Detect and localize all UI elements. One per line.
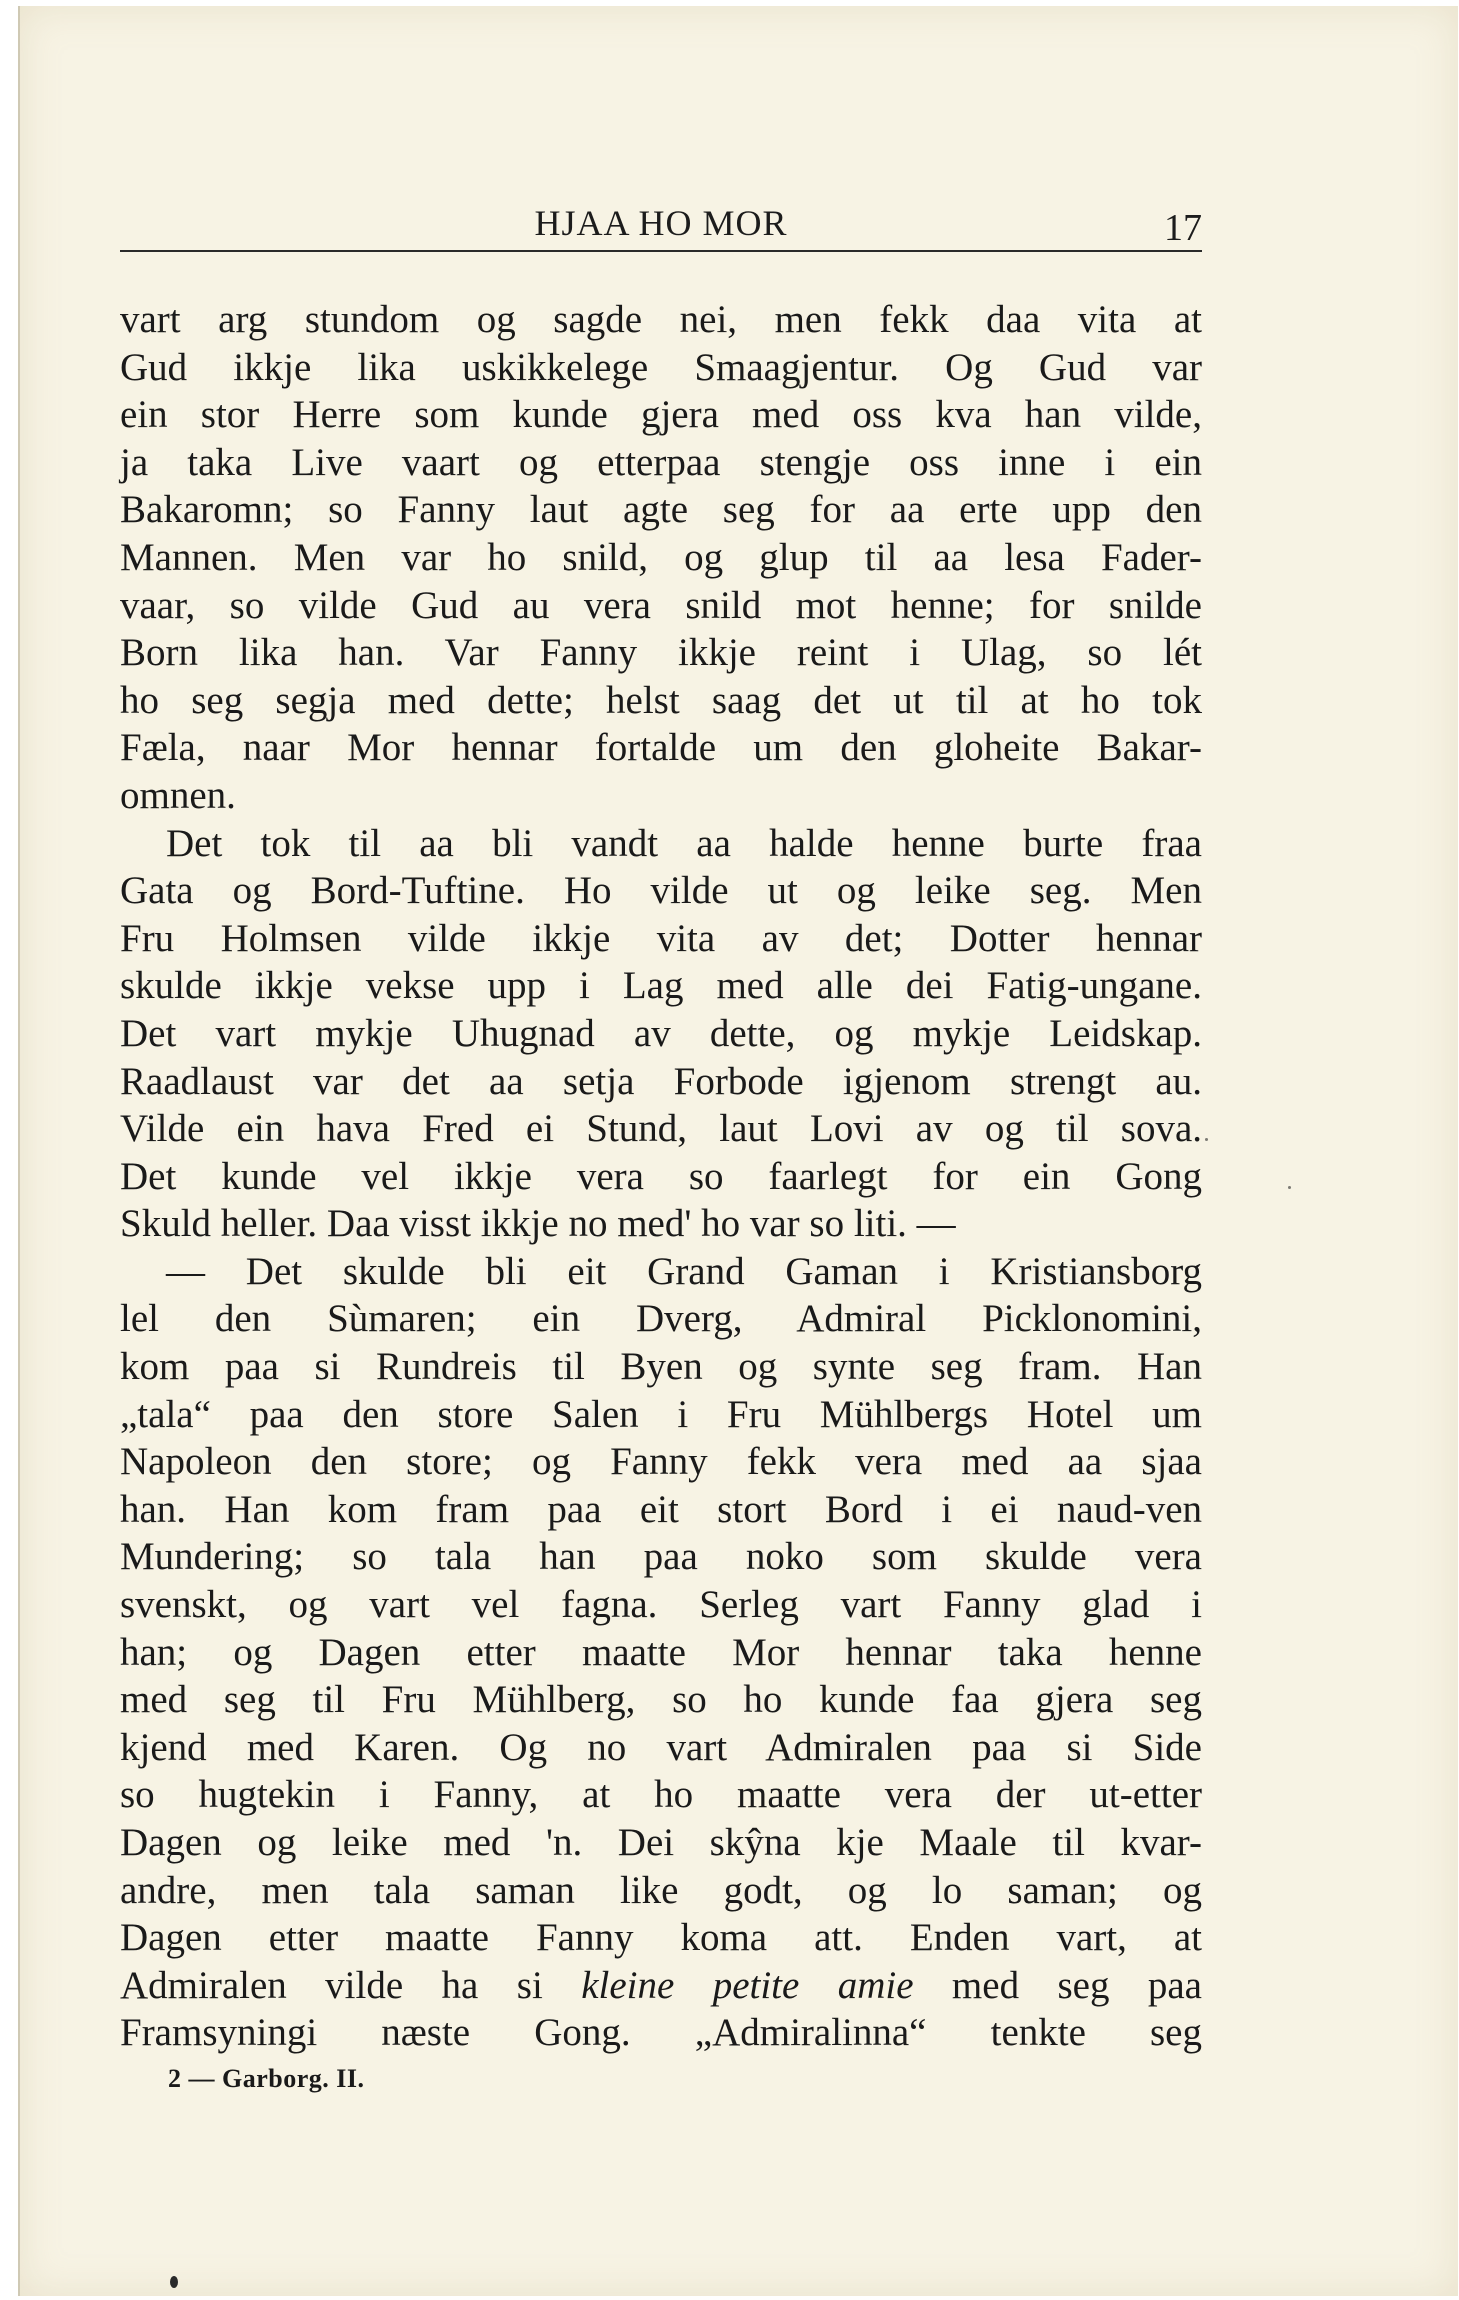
text-line: vart arg stundom og sagde nei, men fekk daa vita at — [120, 298, 1202, 341]
text-line: Born lika han. Var Fanny ikkje reint i Ulag, so lét — [120, 631, 1202, 675]
text-line: ja taka Live vaart og etterpaa stengje oss inne i ein — [120, 440, 1202, 484]
text-line-italic — [120, 1962, 1202, 2010]
italic-phrase: kleine petite amie — [581, 1963, 914, 2007]
text-line: svenskt, og vart vel fagna. Serleg vart Fanny glad i — [120, 1583, 1202, 1627]
body-text — [120, 296, 1202, 2057]
text-line: Fæla, naar Mor hennar fortalde um den gloheite Bakar- — [120, 726, 1202, 770]
text-line: — Det skulde bli eit Grand Gaman i Kristiansborg — [166, 1249, 1202, 1293]
text-line: skulde ikkje vekse upp i Lag med alle dei Fatig-ungane. — [120, 964, 1202, 1008]
text-segment: med seg paa — [913, 1963, 1202, 2007]
ink-speck — [170, 2276, 178, 2288]
text-line: kom paa si Rundreis til Byen og synte seg fram. Han — [120, 1345, 1202, 1389]
running-title: HJAA HO MOR — [534, 203, 788, 243]
printer-signature: 2 — Garborg. II. — [168, 2064, 365, 2093]
paragraph-3 — [120, 1248, 1202, 2057]
text-line: Dagen etter maatte Fanny koma att. Enden vart, at — [120, 1916, 1202, 1960]
text-line: Raadlaust var det aa setja Forbode igjenom strengt au. — [120, 1059, 1202, 1103]
paragraph-1 — [120, 296, 1202, 820]
text-line: Det tok til aa bli vandt aa halde henne burte fraa — [166, 821, 1202, 865]
text-line: Fru Holmsen vilde ikkje vita av det; Dotter hennar — [120, 916, 1202, 960]
running-header — [120, 198, 1202, 252]
text-line: vaar, so vilde Gud au vera snild mot henne; for snilde — [120, 583, 1202, 627]
text-line: Det kunde vel ikkje vera so faarlegt for ein Gong — [120, 1154, 1202, 1198]
text-line: Gata og Bord-Tuftine. Ho vilde ut og leike seg. Men — [120, 869, 1202, 913]
text-line: med seg til Fru Mühlberg, so ho kunde faa gjera seg — [120, 1678, 1202, 1722]
ink-speck — [1288, 1186, 1291, 1189]
text-line: andre, men tala saman like godt, og lo saman; og — [120, 1868, 1202, 1912]
paragraph-2 — [120, 820, 1202, 1248]
text-line: Det vart mykje Uhugnad av dette, og mykje Leidskap. — [120, 1011, 1202, 1055]
text-line: Framsyningi næste Gong. „Admiralinna“ tenkte seg — [120, 2011, 1202, 2055]
text-line: Bakaromn; so Fanny laut agte seg for aa erte upp den — [120, 488, 1202, 532]
text-line: Dagen og leike med 'n. Dei skŷna kje Maale til kvar- — [120, 1821, 1202, 1864]
book-page — [18, 6, 1458, 2296]
text-line: ho seg segja med dette; helst saag det ut til at ho tok — [120, 678, 1202, 722]
text-line: lel den Sùmaren; ein Dverg, Admiral Picklonomini, — [120, 1297, 1202, 1341]
text-line: omnen. — [120, 773, 236, 817]
text-line: han. Han kom fram paa eit stort Bord i ei naud-ven — [120, 1487, 1202, 1531]
text-line: ein stor Herre som kunde gjera med oss kva han vilde, — [120, 393, 1202, 437]
text-line: Skuld heller. Daa visst ikkje no med' ho var so liti. — — [120, 1202, 956, 1246]
text-line: „tala“ paa den store Salen i Fru Mühlbergs Hotel um — [120, 1392, 1202, 1436]
text-line: Gud ikkje lika uskikkelege Smaagjentur. Og Gud var — [120, 345, 1202, 389]
text-line: kjend med Karen. Og no vart Admiralen paa si Side — [120, 1725, 1202, 1769]
text-line: Mannen. Men var ho snild, og glup til aa lesa Fader- — [120, 535, 1202, 579]
text-segment: Admiralen vilde ha si — [120, 1963, 582, 2007]
text-line: Mundering; so tala han paa noko som skulde vera — [120, 1535, 1202, 1579]
text-line: han; og Dagen etter maatte Mor hennar taka henne — [120, 1630, 1202, 1674]
text-line: Vilde ein hava Fred ei Stund, laut Lovi av og til sova. — [120, 1107, 1202, 1151]
ink-speck — [1205, 1138, 1208, 1141]
page-number: 17 — [1164, 207, 1202, 249]
text-line: so hugtekin i Fanny, at ho maatte vera der ut-etter — [120, 1773, 1202, 1817]
text-line: Napoleon den store; og Fanny fekk vera med aa sjaa — [120, 1440, 1202, 1484]
